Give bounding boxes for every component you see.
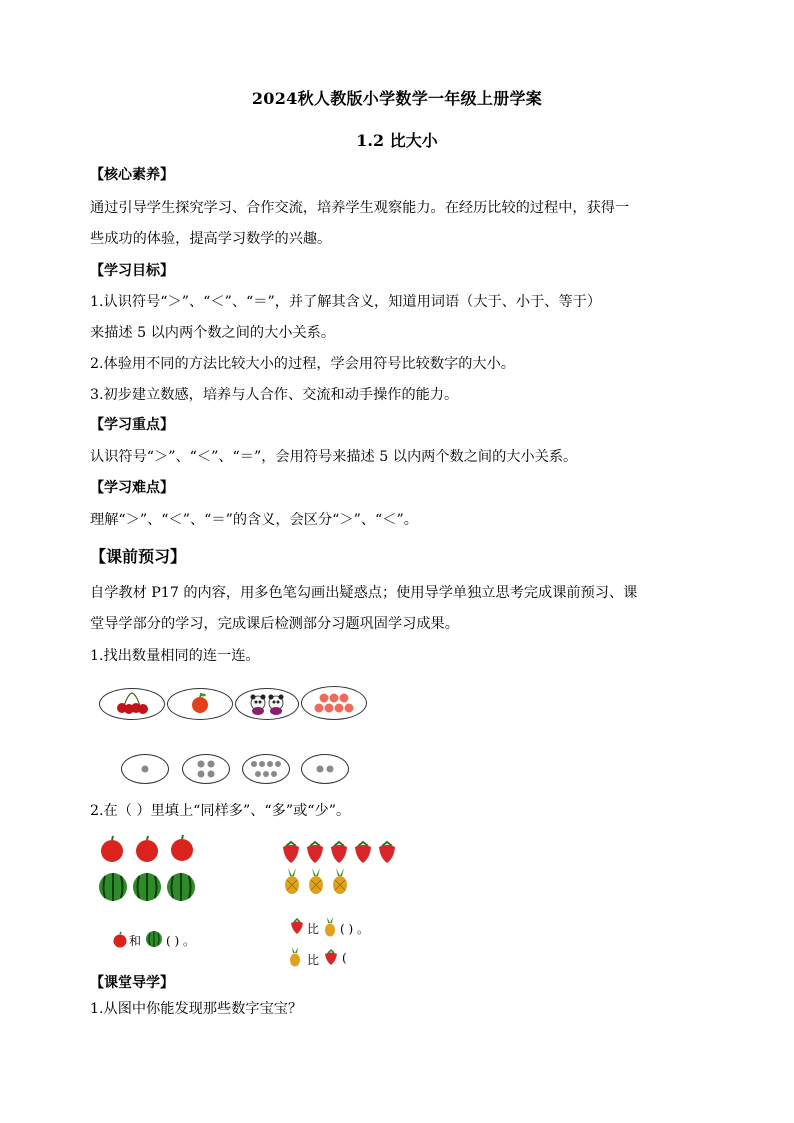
strawberry-icon xyxy=(290,919,304,935)
right-compare-1: 比 xyxy=(307,922,320,936)
keypoint-heading: 【学习重点】 xyxy=(90,417,174,433)
apple-icon xyxy=(98,836,198,866)
right-answer-2-blank[interactable]: ( xyxy=(342,951,347,965)
strawberry-icon xyxy=(324,950,338,966)
core-line-2: 些成功的体验，提高学习数学的兴趣。 xyxy=(90,231,332,247)
goals-heading: 【学习目标】 xyxy=(90,263,174,279)
classroom-heading: 【课堂导学】 xyxy=(90,975,174,991)
left-answer-blank[interactable]: ( ) 。 xyxy=(166,934,195,948)
goal-1-line-2: 来描述 5 以内两个数之间的大小关系。 xyxy=(90,325,336,341)
page-title: 2024秋人教版小学数学一年级上册学案 xyxy=(251,89,543,108)
goal-3: 3.初步建立数感，培养与人合作、交流和动手操作的能力。 xyxy=(90,387,459,403)
classroom-question-1: 1.从图中你能发现那些数字宝宝？ xyxy=(90,1001,303,1017)
right-answer-1-blank[interactable]: ( ) 。 xyxy=(340,922,369,936)
apple-icon xyxy=(168,689,232,719)
panda-icon xyxy=(236,689,298,719)
pineapple-icon xyxy=(323,917,337,937)
difficulty-heading: 【学习难点】 xyxy=(90,480,174,496)
pineapple-icon xyxy=(288,947,302,967)
oval-peaches xyxy=(301,686,367,720)
oval-dots-4 xyxy=(182,754,230,784)
core-heading: 【核心素养】 xyxy=(90,167,174,183)
oval-cherries xyxy=(99,688,165,720)
dot-icon xyxy=(183,755,229,783)
oval-dots-7 xyxy=(242,754,290,784)
oval-pandas xyxy=(235,688,299,720)
watermelon-icon xyxy=(145,930,163,948)
goal-2: 2.体验用不同的方法比较大小的过程，学会用符号比较数字的大小。 xyxy=(90,356,515,372)
pineapple-icon xyxy=(282,868,352,896)
preview-question-2: 2.在（ ）里填上“同样多”、“多”或“少”。 xyxy=(90,803,351,819)
core-line-1: 通过引导学生探究学习、合作交流，培养学生观察能力。在经历比较的过程中，获得一 xyxy=(90,200,630,216)
preview-line-2: 堂导学部分的学习，完成课后检测部分习题巩固学习成果。 xyxy=(90,616,459,632)
lesson-subtitle: 1.2 比大小 xyxy=(356,131,438,150)
dot-icon xyxy=(122,755,168,783)
apple-icon xyxy=(112,932,128,948)
peach-icon xyxy=(302,687,366,719)
left-and-text: 和 xyxy=(129,934,142,948)
preview-heading: 【课前预习】 xyxy=(90,547,187,566)
cherry-icon xyxy=(100,689,164,719)
preview-question-1: 1.找出数量相同的连一连。 xyxy=(90,648,260,664)
dot-icon xyxy=(243,755,289,783)
watermelon-icon xyxy=(98,871,198,903)
right-compare-2: 比 xyxy=(307,953,320,967)
goal-1-line-1: 1.认识符号“＞”、“＜”、“＝”，并了解其含义，知道用词语（大于、小于、等于） xyxy=(90,294,602,310)
dot-icon xyxy=(302,755,348,783)
oval-dots-2 xyxy=(301,754,349,784)
strawberry-icon xyxy=(280,840,400,864)
keypoint-text: 认识符号“＞”、“＜”、“＝”，会用符号来描述 5 以内两个数之间的大小关系。 xyxy=(90,449,578,465)
difficulty-text: 理解“＞”、“＜”、“＝”的含义，会区分“＞”、“＜”。 xyxy=(90,512,418,528)
preview-line-1: 自学教材 P17 的内容，用多色笔勾画出疑惑点；使用导学单独立思考完成课前预习、课 xyxy=(90,585,638,601)
oval-apple xyxy=(167,688,233,720)
oval-dots-1 xyxy=(121,754,169,784)
